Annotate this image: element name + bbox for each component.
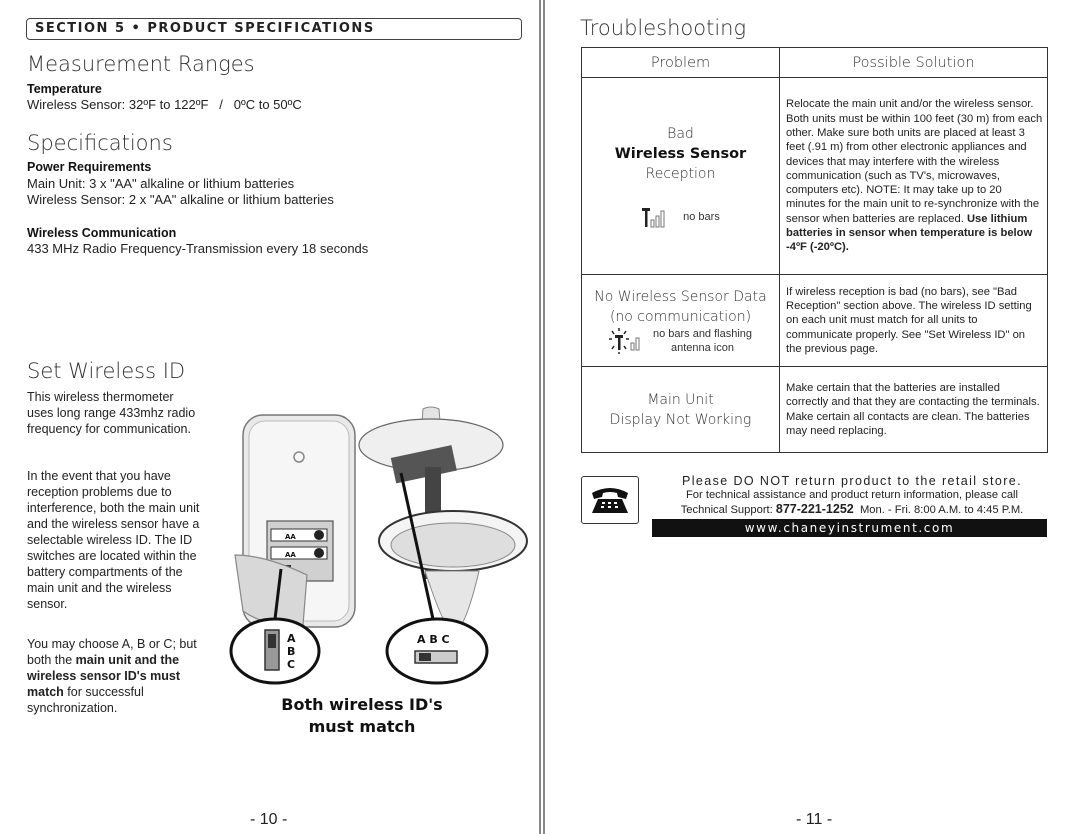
set-id-para-2: In the event that you have reception problems due to interference, both the main unit and the wireless sensor have a selectable wireless ID. The ID switches are located within the battery compartments of the main unit and the wireless sensor. xyxy=(27,469,200,611)
support-phone: 877-221-1252 xyxy=(775,502,854,516)
solution-cell-bad-reception xyxy=(780,78,1048,275)
problem-cell-display xyxy=(582,367,780,453)
switch-letter-a: A xyxy=(287,632,296,645)
problem-line-3: Reception xyxy=(645,166,716,182)
switch-letter-b: B xyxy=(287,645,296,658)
troubleshooting-table xyxy=(581,47,1048,453)
sensor-switch-zoom xyxy=(387,619,487,683)
section-label: SECTION 5 • PRODUCT SPECIFICATIONS xyxy=(26,18,522,40)
spine-left-line xyxy=(539,0,541,834)
measurement-heading: Measurement Ranges xyxy=(27,52,255,76)
flashing-note-line-2: antenna icon xyxy=(670,341,734,354)
website-url: www.chaneyinstrument.com xyxy=(652,519,1047,537)
table-header-row xyxy=(582,48,1048,78)
support-assistance: For technical assistance and product return information, please call xyxy=(685,489,1019,501)
flashing-antenna-icon xyxy=(609,327,643,355)
temperature-range: Wireless Sensor: 32ºF to 122ºF / 0ºC to 50ºC xyxy=(27,97,302,112)
table-row xyxy=(582,275,1048,367)
problem-line-2: Display Not Working xyxy=(609,411,752,428)
problem-line-1: Main Unit xyxy=(647,391,714,408)
caption-line-2: must match xyxy=(308,717,416,736)
right-page xyxy=(546,0,1080,834)
problem-bold: Wireless Sensor xyxy=(614,146,747,162)
battery-label-1: AA xyxy=(285,533,296,541)
comm-line: 433 MHz Radio Frequency-Transmission every 18 seconds xyxy=(27,241,369,256)
problem-line-2: (no communication) xyxy=(609,308,752,325)
solution-bold: Use lithium batteries in sensor when temperature is below -4ºF (-20ºC). xyxy=(786,212,1033,254)
flashing-indicator xyxy=(582,327,779,355)
table-row xyxy=(582,367,1048,453)
antenna-no-bars-icon xyxy=(641,206,667,228)
problem-cell-bad-reception xyxy=(582,78,780,275)
set-id-para-3-start: You may choose A, B or C; but both the xyxy=(27,637,197,667)
problem-cell-no-data xyxy=(582,275,780,367)
support-hours: Mon. - Fri. 8:00 A.M. to 4:45 P.M. xyxy=(853,504,1024,516)
illustration-caption xyxy=(262,694,462,738)
caption-line-1: Both wireless ID's xyxy=(281,695,443,714)
col-solution: Possible Solution xyxy=(780,48,1048,78)
telephone-icon xyxy=(582,477,638,523)
power-main-unit: Main Unit: 3 x "AA" alkaline or lithium batteries xyxy=(27,176,295,191)
set-id-para-3-end: for successful synchronization. xyxy=(27,685,144,715)
main-unit-switch-zoom xyxy=(231,619,319,683)
left-page xyxy=(0,0,538,834)
solution-cell-display: Make certain that the batteries are installed correctly and that they are contacting the terminals. Make certain all contacts are clean. The batteries may need replacing. xyxy=(780,367,1048,453)
sensor-switch-letters: A B C xyxy=(417,633,450,646)
main-unit-illustration xyxy=(235,415,355,627)
wireless-id-illustration xyxy=(225,405,531,695)
phone-icon-box xyxy=(581,476,639,524)
specifications-heading: Specifications xyxy=(27,131,173,155)
col-problem: Problem xyxy=(582,48,780,78)
support-prefix: Technical Support: xyxy=(680,504,776,516)
table-row xyxy=(582,78,1048,275)
flashing-note-line-1: no bars and flashing xyxy=(652,327,753,340)
troubleshooting-heading: Troubleshooting xyxy=(580,16,747,40)
solution-text: Relocate the main unit and/or the wireless sensor. Both units must be within 100 feet (30 m) from each other. Make sure both units are placed at least 3 feet (.91 m) from other electronic appliances and devices that may interfere with the wireless communication (such as TV's, microwaves, computers etc). NOTE: It may take up to 20 minutes for the main unit to re-synchronize with the sensor when batteries are replaced. xyxy=(786,98,1043,225)
page-number-right: - 11 - xyxy=(796,811,833,828)
page-number-left: - 10 - xyxy=(250,811,288,828)
switch-letter-c: C xyxy=(287,658,296,671)
signal-indicator xyxy=(582,206,779,228)
problem-line-1: No Wireless Sensor Data xyxy=(594,288,767,305)
solution-cell-no-data: If wireless reception is bad (no bars), see "Bad Reception" section above. The wireless ID setting on each unit must match for all units to communicate properly. See "Set Wireless ID" on the previous page. xyxy=(780,275,1048,367)
temperature-subheading: Temperature xyxy=(27,82,102,96)
power-wireless-sensor: Wireless Sensor: 2 x "AA" alkaline or lithium batteries xyxy=(27,192,334,207)
set-id-para-3-bold: main unit and the wireless sensor ID's must match xyxy=(27,653,181,699)
problem-line-1: Bad xyxy=(667,126,694,142)
power-subheading: Power Requirements xyxy=(27,160,152,174)
flashing-note xyxy=(653,327,752,355)
set-id-para-1: This wireless thermometer uses long range 433mhz radio frequency for communication. xyxy=(27,390,196,436)
battery-label-2: AA xyxy=(285,551,296,559)
set-id-para-3 xyxy=(27,636,202,716)
spine-right-line xyxy=(543,0,545,834)
support-phone-line xyxy=(652,502,1052,516)
support-no-return: Please DO NOT return product to the retail store. xyxy=(681,474,1023,488)
no-bars-note: no bars xyxy=(683,211,720,223)
wireless-sensor-illustration xyxy=(359,407,527,633)
comm-subheading: Wireless Communication xyxy=(27,226,177,240)
set-id-heading: Set Wireless ID xyxy=(27,359,186,383)
